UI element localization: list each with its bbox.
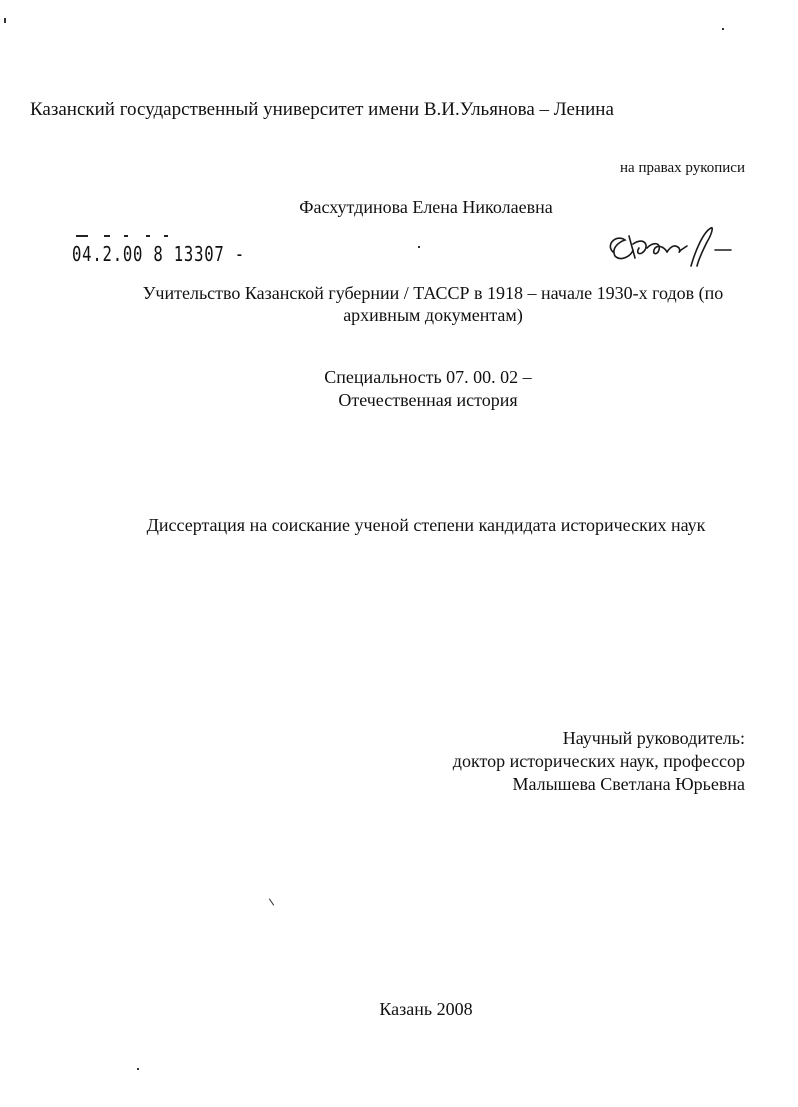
title-line-1: Учительство Казанской губернии / ТАССР в 1918 – начале 1930-х годов (по (142, 283, 724, 303)
scan-speck (269, 898, 274, 905)
specialty-name: Отечественная история (338, 390, 518, 410)
advisor-degree: доктор исторических наук, профессор (452, 751, 745, 771)
advisor-block (453, 727, 745, 796)
university-name: Казанский государственный университет имени В.И.Ульянова – Ленина (30, 99, 614, 120)
scan-speck (4, 18, 6, 23)
scan-speck (137, 1068, 139, 1070)
author-name: Фасхутдинова Елена Николаевна (299, 197, 553, 217)
advisor-label: Научный руководитель: (562, 728, 745, 748)
stamp-dash-marks (76, 232, 176, 240)
scan-speck (418, 246, 420, 248)
specialty-block (228, 366, 628, 412)
handwritten-signature (595, 222, 735, 270)
dissertation-title (90, 282, 776, 326)
archive-stamp-number: 04.2.00 8 13307 - (72, 242, 245, 266)
manuscript-note: на правах рукописи (620, 160, 745, 176)
specialty-code: Специальность 07. 00. 02 – (324, 367, 532, 387)
city-year: Казань 2008 (379, 999, 473, 1019)
advisor-name: Малышева Светлана Юрьевна (512, 774, 745, 794)
dissertation-statement: Диссертация на соискание ученой степени кандидата исторических наук (146, 515, 706, 535)
title-line-2: архивным документам) (343, 305, 523, 325)
scan-speck (722, 28, 724, 30)
